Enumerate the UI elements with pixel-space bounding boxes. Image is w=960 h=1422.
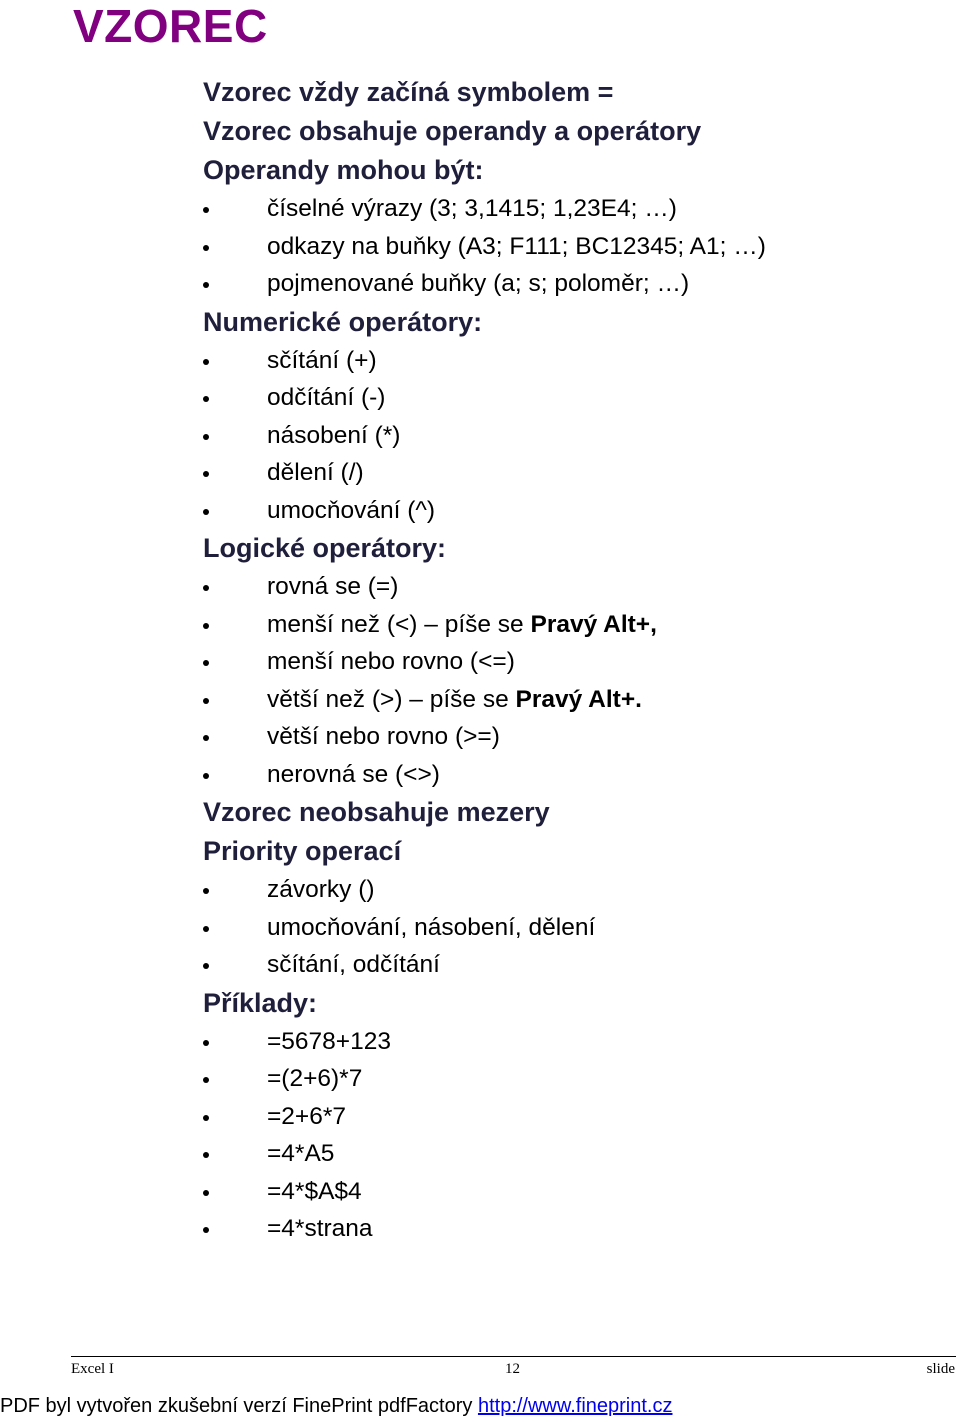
list-item <box>203 682 943 720</box>
section <box>203 794 943 833</box>
list-item-text: menší než (<) – píše se <box>267 610 531 638</box>
section-heading: Logické operátory: <box>203 533 447 563</box>
footer-divider <box>71 1356 956 1357</box>
bullet-icon <box>203 585 209 591</box>
bullet-icon <box>203 1077 209 1083</box>
bullet-icon <box>203 282 209 288</box>
section <box>203 304 943 531</box>
content <box>203 74 943 1249</box>
list-item-shortcut: Pravý Alt+, <box>530 610 657 638</box>
bullet-icon <box>203 471 209 477</box>
bullet-icon <box>203 1152 209 1158</box>
list-item <box>203 872 943 910</box>
list-item <box>203 229 943 267</box>
list-item <box>203 418 943 456</box>
list-item <box>203 719 943 757</box>
list-item <box>203 569 943 607</box>
list-item-shortcut: Pravý Alt+. <box>515 685 642 713</box>
section-heading: Vzorec neobsahuje mezery <box>203 797 550 827</box>
bullet-icon <box>203 207 209 213</box>
list-item-text: sčítání, odčítání <box>267 951 440 978</box>
list-item-text: =5678+123 <box>267 1027 391 1055</box>
list-item <box>203 493 943 531</box>
bullet-icon <box>203 888 209 894</box>
pdf-watermark-note <box>0 1393 672 1419</box>
bullet-icon <box>203 773 209 779</box>
list-item <box>203 266 943 304</box>
list-item-text: číselné výrazy (3; 3,1415; 1,23E4; …) <box>267 195 677 222</box>
list-item-text: nerovná se (<>) <box>267 760 440 788</box>
list-item-text: rovná se (=) <box>267 573 399 600</box>
bullet-icon <box>203 359 209 365</box>
list-item-text: pojmenované buňky (a; s; poloměr; …) <box>267 270 690 297</box>
bullet-icon <box>203 1040 209 1046</box>
list-item <box>203 380 943 418</box>
list-item-text: odkazy na buňky (A3; F111; BC12345; A1; …) <box>267 232 766 260</box>
list-item <box>203 1136 943 1174</box>
bullet-icon <box>203 434 209 440</box>
bullet-icon <box>203 623 209 629</box>
list-item-text: menší nebo rovno (<=) <box>267 648 515 675</box>
bullet-icon <box>203 1227 209 1233</box>
section <box>203 985 943 1249</box>
list-item <box>203 757 943 795</box>
list-item-text: větší nebo rovno (>=) <box>267 723 500 750</box>
list-item-text: =(2+6)*7 <box>267 1065 363 1092</box>
bullet-list <box>203 343 943 531</box>
bullet-list <box>203 1024 943 1249</box>
list-item <box>203 343 943 381</box>
list-item-text: dělení (/) <box>267 459 364 486</box>
list-item <box>203 1174 943 1212</box>
list-item <box>203 1099 943 1137</box>
section <box>203 152 943 304</box>
list-item-text: závorky () <box>267 876 375 903</box>
list-item-text: =4*A5 <box>267 1140 335 1167</box>
section-heading: Numerické operátory: <box>203 306 483 337</box>
fineprint-link[interactable]: http://www.fineprint.cz <box>477 1395 673 1417</box>
list-item-text: =4*$A$4 <box>267 1177 362 1205</box>
list-item-text: odčítání (-) <box>267 384 386 411</box>
section-heading: Priority operací <box>203 836 402 866</box>
footer-page-number: 12 <box>505 1361 520 1377</box>
bullet-list <box>203 569 943 794</box>
list-item <box>203 910 943 948</box>
list-item-text: větší než (>) – píše se <box>267 685 516 713</box>
list-item-text: umocňování, násobení, dělení <box>267 913 596 941</box>
list-item <box>203 607 943 645</box>
section <box>203 113 943 152</box>
list-item <box>203 1061 943 1099</box>
list-item <box>203 1211 943 1249</box>
bullet-icon <box>203 660 209 666</box>
section-heading: Vzorec vždy začíná symbolem = <box>203 77 614 107</box>
list-item-text: sčítání (+) <box>267 346 377 374</box>
bullet-icon <box>203 698 209 704</box>
footer-document-name: Excel I <box>71 1361 114 1377</box>
bullet-icon <box>203 735 209 741</box>
footer-slide-label: slide <box>926 1361 955 1377</box>
section <box>203 833 943 985</box>
page-title: VZOREC <box>73 0 268 52</box>
section-heading: Příklady: <box>203 987 318 1018</box>
list-item <box>203 644 943 682</box>
bullet-icon <box>203 1190 209 1196</box>
bullet-icon <box>203 396 209 402</box>
section-heading: Vzorec obsahuje operandy a operátory <box>203 116 702 146</box>
list-item-text: násobení (*) <box>267 421 401 449</box>
list-item <box>203 455 943 493</box>
section <box>203 74 943 113</box>
pdf-note-text: PDF byl vytvořen zkušební verzí FinePrint pdfFactory <box>0 1395 478 1417</box>
bullet-icon <box>203 963 209 969</box>
list-item-text: =2+6*7 <box>267 1102 347 1130</box>
list-item <box>203 191 943 229</box>
list-item <box>203 947 943 985</box>
bullet-list <box>203 872 943 985</box>
bullet-list <box>203 191 943 304</box>
list-item-text: umocňování (^) <box>267 496 436 524</box>
section-heading: Operandy mohou být: <box>203 155 484 185</box>
section <box>203 530 943 794</box>
list-item <box>203 1024 943 1062</box>
bullet-icon <box>203 509 209 515</box>
list-item-text: =4*strana <box>267 1215 373 1242</box>
bullet-icon <box>203 926 209 932</box>
bullet-icon <box>203 1115 209 1121</box>
bullet-icon <box>203 245 209 251</box>
